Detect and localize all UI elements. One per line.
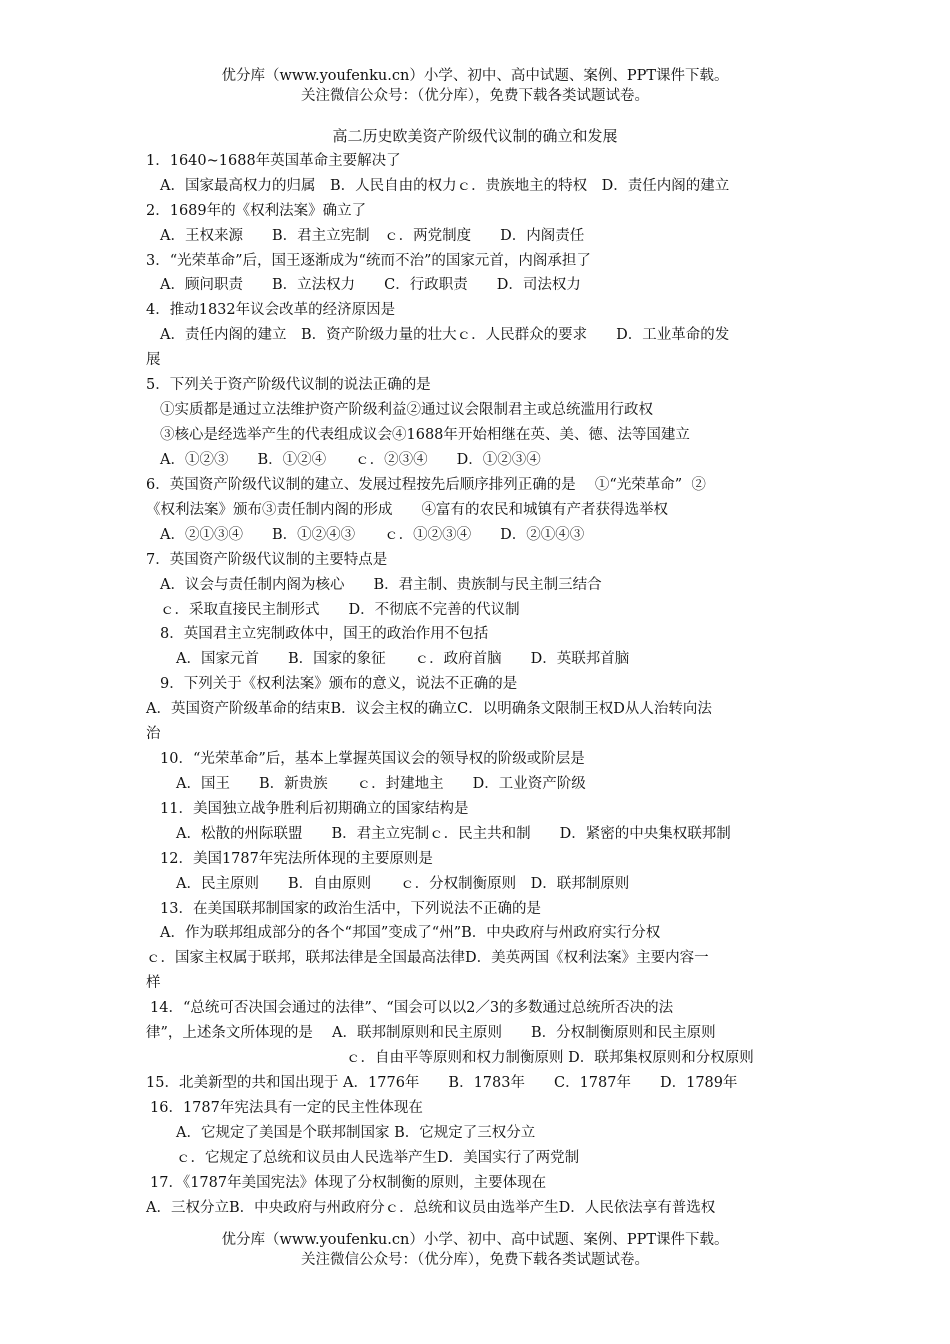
option-line: ｃ．它规定了总统和议员由人民选举产生D．美国实行了两党制	[176, 1150, 580, 1166]
option-line: A．顾问职责 B．立法权力 C．行政职责 D．司法权力	[160, 277, 581, 293]
question-line: 5．下列关于资产阶级代议制的说法正确的是	[146, 377, 431, 393]
question-line: 6．英国资产阶级代议制的建立、发展过程按先后顺序排列正确的是 ①“光荣革命” ②	[146, 477, 706, 493]
option-line: A．英国资产阶级革命的结束B．议会主权的确立C．以明确条文限制王权D从人治转向法	[146, 701, 712, 717]
question-line: 13．在美国联邦制国家的政治生活中，下列说法不正确的是	[160, 901, 541, 917]
option-line: A．①②③ B．①②④ ｃ．②③④ D．①②③④	[160, 452, 541, 468]
option-line: A．松散的州际联盟 B．君主立宪制ｃ．民主共和制 D．紧密的中央集权联邦制	[176, 826, 731, 842]
option-line: ｃ．采取直接民主制形式 D．不彻底不完善的代议制	[160, 602, 520, 618]
option-line: 治	[146, 726, 161, 742]
question-line: 15．北美新型的共和国出现于 A．1776年 B．1783年 C．1787年 D．1789年	[146, 1075, 738, 1091]
option-line: ｃ．国家主权属于联邦，联邦法律是全国最高法律D．美英两国《权利法案》主要内容一	[146, 950, 709, 966]
question-line: 10．“光荣革命”后，基本上掌握英国议会的领导权的阶级或阶层是	[160, 751, 585, 767]
question-line: 17．《1787年美国宪法》体现了分权制衡的原则，主要体现在	[150, 1175, 547, 1191]
question-line: 12．美国1787年宪法所体现的主要原则是	[160, 851, 433, 867]
question-line: 2．1689年的《权利法案》确立了	[146, 203, 367, 219]
footer-line-2: 关注微信公众号：（优分库），免费下载各类试题试卷。	[301, 1252, 649, 1268]
option-line: A．作为联邦组成部分的各个“邦国”变成了“州”B．中央政府与州政府实行分权	[160, 925, 661, 941]
question-line: 9．下列关于《权利法案》颁布的意义，说法不正确的是	[160, 676, 518, 692]
question-line: 1．1640~1688年英国革命主要解决了	[146, 153, 401, 169]
statement-line: ①实质都是通过立法维护资产阶级利益②通过议会限制君主或总统滥用行政权	[160, 402, 653, 418]
question-line: 3．“光荣革命”后，国王逐渐成为“统而不治”的国家元首，内阁承担了	[146, 253, 591, 269]
option-line: A．三权分立B．中央政府与州政府分ｃ．总统和议员由选举产生D．人民依法享有普选权	[146, 1200, 716, 1216]
option-line: A．民主原则 B．自由原则 ｃ．分权制衡原则 D．联邦制原则	[176, 876, 630, 892]
question-line: 8．英国君主立宪制政体中，国王的政治作用不包括	[160, 626, 489, 642]
option-line: A．议会与责任制内阁为核心 B．君主制、贵族制与民主制三结合	[160, 577, 602, 593]
option-line: A．国家元首 B．国家的象征 ｃ．政府首脑 D．英联邦首脑	[176, 651, 630, 667]
option-line: A．国王 B．新贵族 ｃ．封建地主 D．工业资产阶级	[176, 776, 586, 792]
option-line: 样	[146, 975, 161, 991]
statement-line: ③核心是经选举产生的代表组成议会④1688年开始相继在英、美、德、法等国建立	[160, 427, 690, 443]
option-line: A．责任内阁的建立 B．资产阶级力量的壮大ｃ．人民群众的要求 D．工业革命的发	[160, 327, 730, 343]
option-line: 展	[146, 352, 161, 368]
question-line: 4．推动1832年议会改革的经济原因是	[146, 302, 396, 318]
question-line: 11．美国独立战争胜利后初期确立的国家结构是	[160, 801, 469, 817]
option-line: A．国家最高权力的归属 B．人民自由的权力ｃ．贵族地主的特权 D．责任内阁的建立	[160, 178, 730, 194]
option-line: A．②①③④ B．①②④③ ｃ．①②③④ D．②①④③	[160, 527, 585, 543]
option-line: ｃ．自由平等原则和权力制衡原则 D．联邦集权原则和分权原则	[346, 1050, 754, 1066]
question-line: 16．1787年宪法具有一定的民主性体现在	[150, 1100, 423, 1116]
option-line: A．王权来源 B．君主立宪制 ｃ．两党制度 D．内阁责任	[160, 228, 585, 244]
question-line: 7．英国资产阶级代议制的主要特点是	[146, 552, 388, 568]
header-line-1: 优分库（www.youfenku.cn）小学、初中、高中试题、案例、PPT课件下载。	[221, 68, 729, 84]
question-line: 《权利法案》颁布③责任制内阁的形成 ④富有的农民和城镇有产者获得选举权	[146, 502, 668, 518]
option-line: A．它规定了美国是个联邦制国家 B．它规定了三权分立	[176, 1125, 536, 1141]
header-line-2: 关注微信公众号：（优分库），免费下载各类试题试卷。	[301, 88, 649, 104]
question-line: 14．“总统可否决国会通过的法律”、“国会可以以2／3的多数通过总统所否决的法	[150, 1000, 674, 1016]
footer-line-1: 优分库（www.youfenku.cn）小学、初中、高中试题、案例、PPT课件下载。	[221, 1232, 729, 1248]
question-line: 律”，上述条文所体现的是 A．联邦制原则和民主原则 B．分权制衡原则和民主原则	[146, 1025, 716, 1041]
document-title: 高二历史欧美资产阶级代议制的确立和发展	[332, 127, 618, 145]
